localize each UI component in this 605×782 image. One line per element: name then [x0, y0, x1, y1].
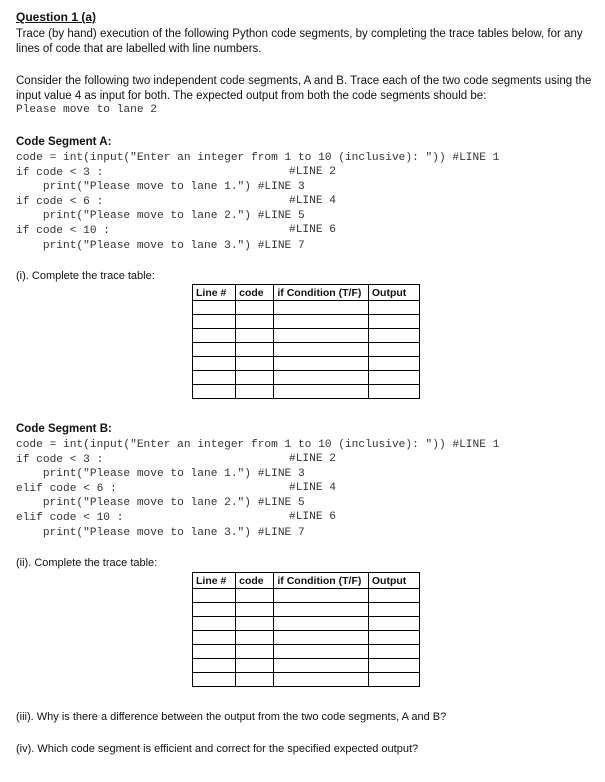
- table-cell[interactable]: [368, 343, 419, 357]
- table-cell[interactable]: [236, 673, 274, 687]
- segment-b-heading: Code Segment B:: [16, 423, 112, 435]
- table-cell[interactable]: [193, 603, 236, 617]
- table-row: [193, 673, 420, 687]
- table-cell[interactable]: [193, 343, 236, 357]
- code-line: [16, 194, 336, 209]
- table-header: if Condition (T/F): [274, 285, 368, 301]
- code-line: [16, 495, 305, 510]
- trace-table-a: [192, 284, 420, 399]
- table-cell[interactable]: [193, 673, 236, 687]
- table-cell[interactable]: [368, 315, 419, 329]
- code-line: [16, 165, 336, 180]
- table-cell[interactable]: [274, 589, 368, 603]
- table-cell[interactable]: [193, 617, 236, 631]
- table-cell[interactable]: [274, 659, 368, 673]
- table-header: Line #: [193, 573, 236, 589]
- code-text: code = int(input("Enter an integer from 1 to 10 (inclusive): ")) #LINE 1: [16, 152, 500, 164]
- table-row: [193, 371, 420, 385]
- table-cell[interactable]: [274, 603, 368, 617]
- table-cell[interactable]: [236, 329, 274, 343]
- table-row: [193, 315, 420, 329]
- table-header: code: [236, 573, 274, 589]
- table-cell[interactable]: [193, 631, 236, 645]
- table-cell[interactable]: [368, 645, 419, 659]
- table-cell[interactable]: [368, 385, 419, 399]
- expected-output: Please move to lane 2: [16, 104, 157, 116]
- line-comment: #LINE 4: [289, 194, 336, 207]
- table-cell[interactable]: [193, 371, 236, 385]
- question-iii: (iii). Why is there a difference between the output from the two code segments, A and B?: [16, 711, 447, 723]
- code-line: [16, 223, 336, 238]
- table-header: Output: [368, 285, 419, 301]
- table-cell[interactable]: [274, 315, 368, 329]
- question-iv: (iv). Which code segment is efficient and correct for the specified expected output?: [16, 743, 419, 755]
- table-cell[interactable]: [274, 631, 368, 645]
- table-cell[interactable]: [274, 617, 368, 631]
- code-line: [16, 208, 305, 223]
- table-cell[interactable]: [274, 645, 368, 659]
- table-row: [193, 659, 420, 673]
- table-cell[interactable]: [193, 589, 236, 603]
- table-cell[interactable]: [236, 645, 274, 659]
- table-cell[interactable]: [193, 357, 236, 371]
- table-cell[interactable]: [274, 329, 368, 343]
- table-row: [193, 357, 420, 371]
- intro-text: Trace (by hand) execution of the following Python code segments, by completing the trace tables below, for any lines of code that are labelled with line numbers.: [16, 28, 583, 55]
- trace-table-b: [192, 572, 420, 687]
- line-comment: #LINE 6: [289, 511, 336, 523]
- code-text: print("Please move to lane 2.") #LINE 5: [16, 210, 305, 223]
- line-comment: #LINE 2: [289, 452, 336, 465]
- segment-a-heading: Code Segment A:: [16, 136, 112, 148]
- table-row: [193, 645, 420, 659]
- table-cell[interactable]: [236, 617, 274, 631]
- code-line: [16, 525, 305, 540]
- code-line: [16, 238, 305, 253]
- table-cell[interactable]: [368, 589, 419, 603]
- code-text: print("Please move to lane 2.") #LINE 5: [16, 497, 305, 510]
- table-cell[interactable]: [274, 385, 368, 399]
- table-cell[interactable]: [368, 371, 419, 385]
- table-row: [193, 589, 420, 603]
- table-cell[interactable]: [236, 603, 274, 617]
- code-line: [16, 179, 305, 194]
- table-cell[interactable]: [368, 357, 419, 371]
- table-cell[interactable]: [193, 645, 236, 659]
- table-cell[interactable]: [274, 301, 368, 315]
- table-cell[interactable]: [236, 589, 274, 603]
- segment-b-prompt: (ii). Complete the trace table:: [16, 557, 158, 569]
- table-cell[interactable]: [236, 315, 274, 329]
- code-text: if code < 3 :: [16, 166, 104, 179]
- table-row: [193, 343, 420, 357]
- segment-a-prompt: (i). Complete the trace table:: [16, 270, 155, 282]
- line-comment: #LINE 4: [289, 481, 336, 494]
- code-line: [16, 481, 336, 496]
- line-comment: #LINE 2: [289, 165, 336, 178]
- code-text: elif code < 6 :: [16, 482, 117, 495]
- code-line: [16, 437, 499, 452]
- table-cell[interactable]: [193, 315, 236, 329]
- table-cell[interactable]: [274, 673, 368, 687]
- code-line: [16, 510, 336, 525]
- table-header: Output: [368, 573, 419, 589]
- table-cell[interactable]: [236, 659, 274, 673]
- table-cell[interactable]: [236, 357, 274, 371]
- table-cell[interactable]: [274, 357, 368, 371]
- code-text: print("Please move to lane 1.") #LINE 3: [16, 468, 305, 481]
- table-cell[interactable]: [193, 301, 236, 315]
- code-text: if code < 10 :: [16, 225, 110, 237]
- table-cell[interactable]: [274, 371, 368, 385]
- table-row: [193, 617, 420, 631]
- table-row: [193, 603, 420, 617]
- consider-text: Consider the following two independent code segments, A and B. Trace each of the two code segments using the input value 4 as input for both. The expected output from both the code segments should be:: [16, 75, 592, 102]
- table-row: [193, 631, 420, 645]
- table-cell[interactable]: [368, 631, 419, 645]
- code-line: [16, 452, 336, 467]
- table-row: [193, 329, 420, 343]
- code-text: print("Please move to lane 3.") #LINE 7: [16, 239, 305, 252]
- table-cell[interactable]: [368, 301, 419, 315]
- code-text: elif code < 10 :: [16, 512, 124, 524]
- table-cell[interactable]: [368, 673, 419, 687]
- code-text: if code < 6 :: [16, 195, 104, 208]
- table-cell[interactable]: [236, 343, 274, 357]
- table-cell[interactable]: [236, 385, 274, 399]
- table-cell[interactable]: [236, 371, 274, 385]
- question-title: Question 1 (a): [16, 10, 97, 24]
- code-line: [16, 150, 499, 165]
- table-cell[interactable]: [193, 659, 236, 673]
- line-comment: #LINE 6: [289, 224, 336, 236]
- code-text: code = int(input("Enter an integer from 1 to 10 (inclusive): ")) #LINE 1: [16, 439, 500, 451]
- table-cell[interactable]: [193, 329, 236, 343]
- table-cell[interactable]: [236, 631, 274, 645]
- code-line: [16, 466, 305, 481]
- table-header: if Condition (T/F): [274, 573, 368, 589]
- code-text: if code < 3 :: [16, 453, 104, 466]
- table-cell[interactable]: [368, 329, 419, 343]
- code-text: print("Please move to lane 3.") #LINE 7: [16, 526, 305, 539]
- code-text: print("Please move to lane 1.") #LINE 3: [16, 181, 305, 194]
- table-cell[interactable]: [193, 385, 236, 399]
- table-cell[interactable]: [368, 617, 419, 631]
- table-cell[interactable]: [368, 659, 419, 673]
- table-cell[interactable]: [368, 603, 419, 617]
- table-row: [193, 385, 420, 399]
- table-row: [193, 301, 420, 315]
- table-header: Line #: [193, 285, 236, 301]
- table-header: code: [236, 285, 274, 301]
- table-cell[interactable]: [274, 343, 368, 357]
- table-cell[interactable]: [236, 301, 274, 315]
